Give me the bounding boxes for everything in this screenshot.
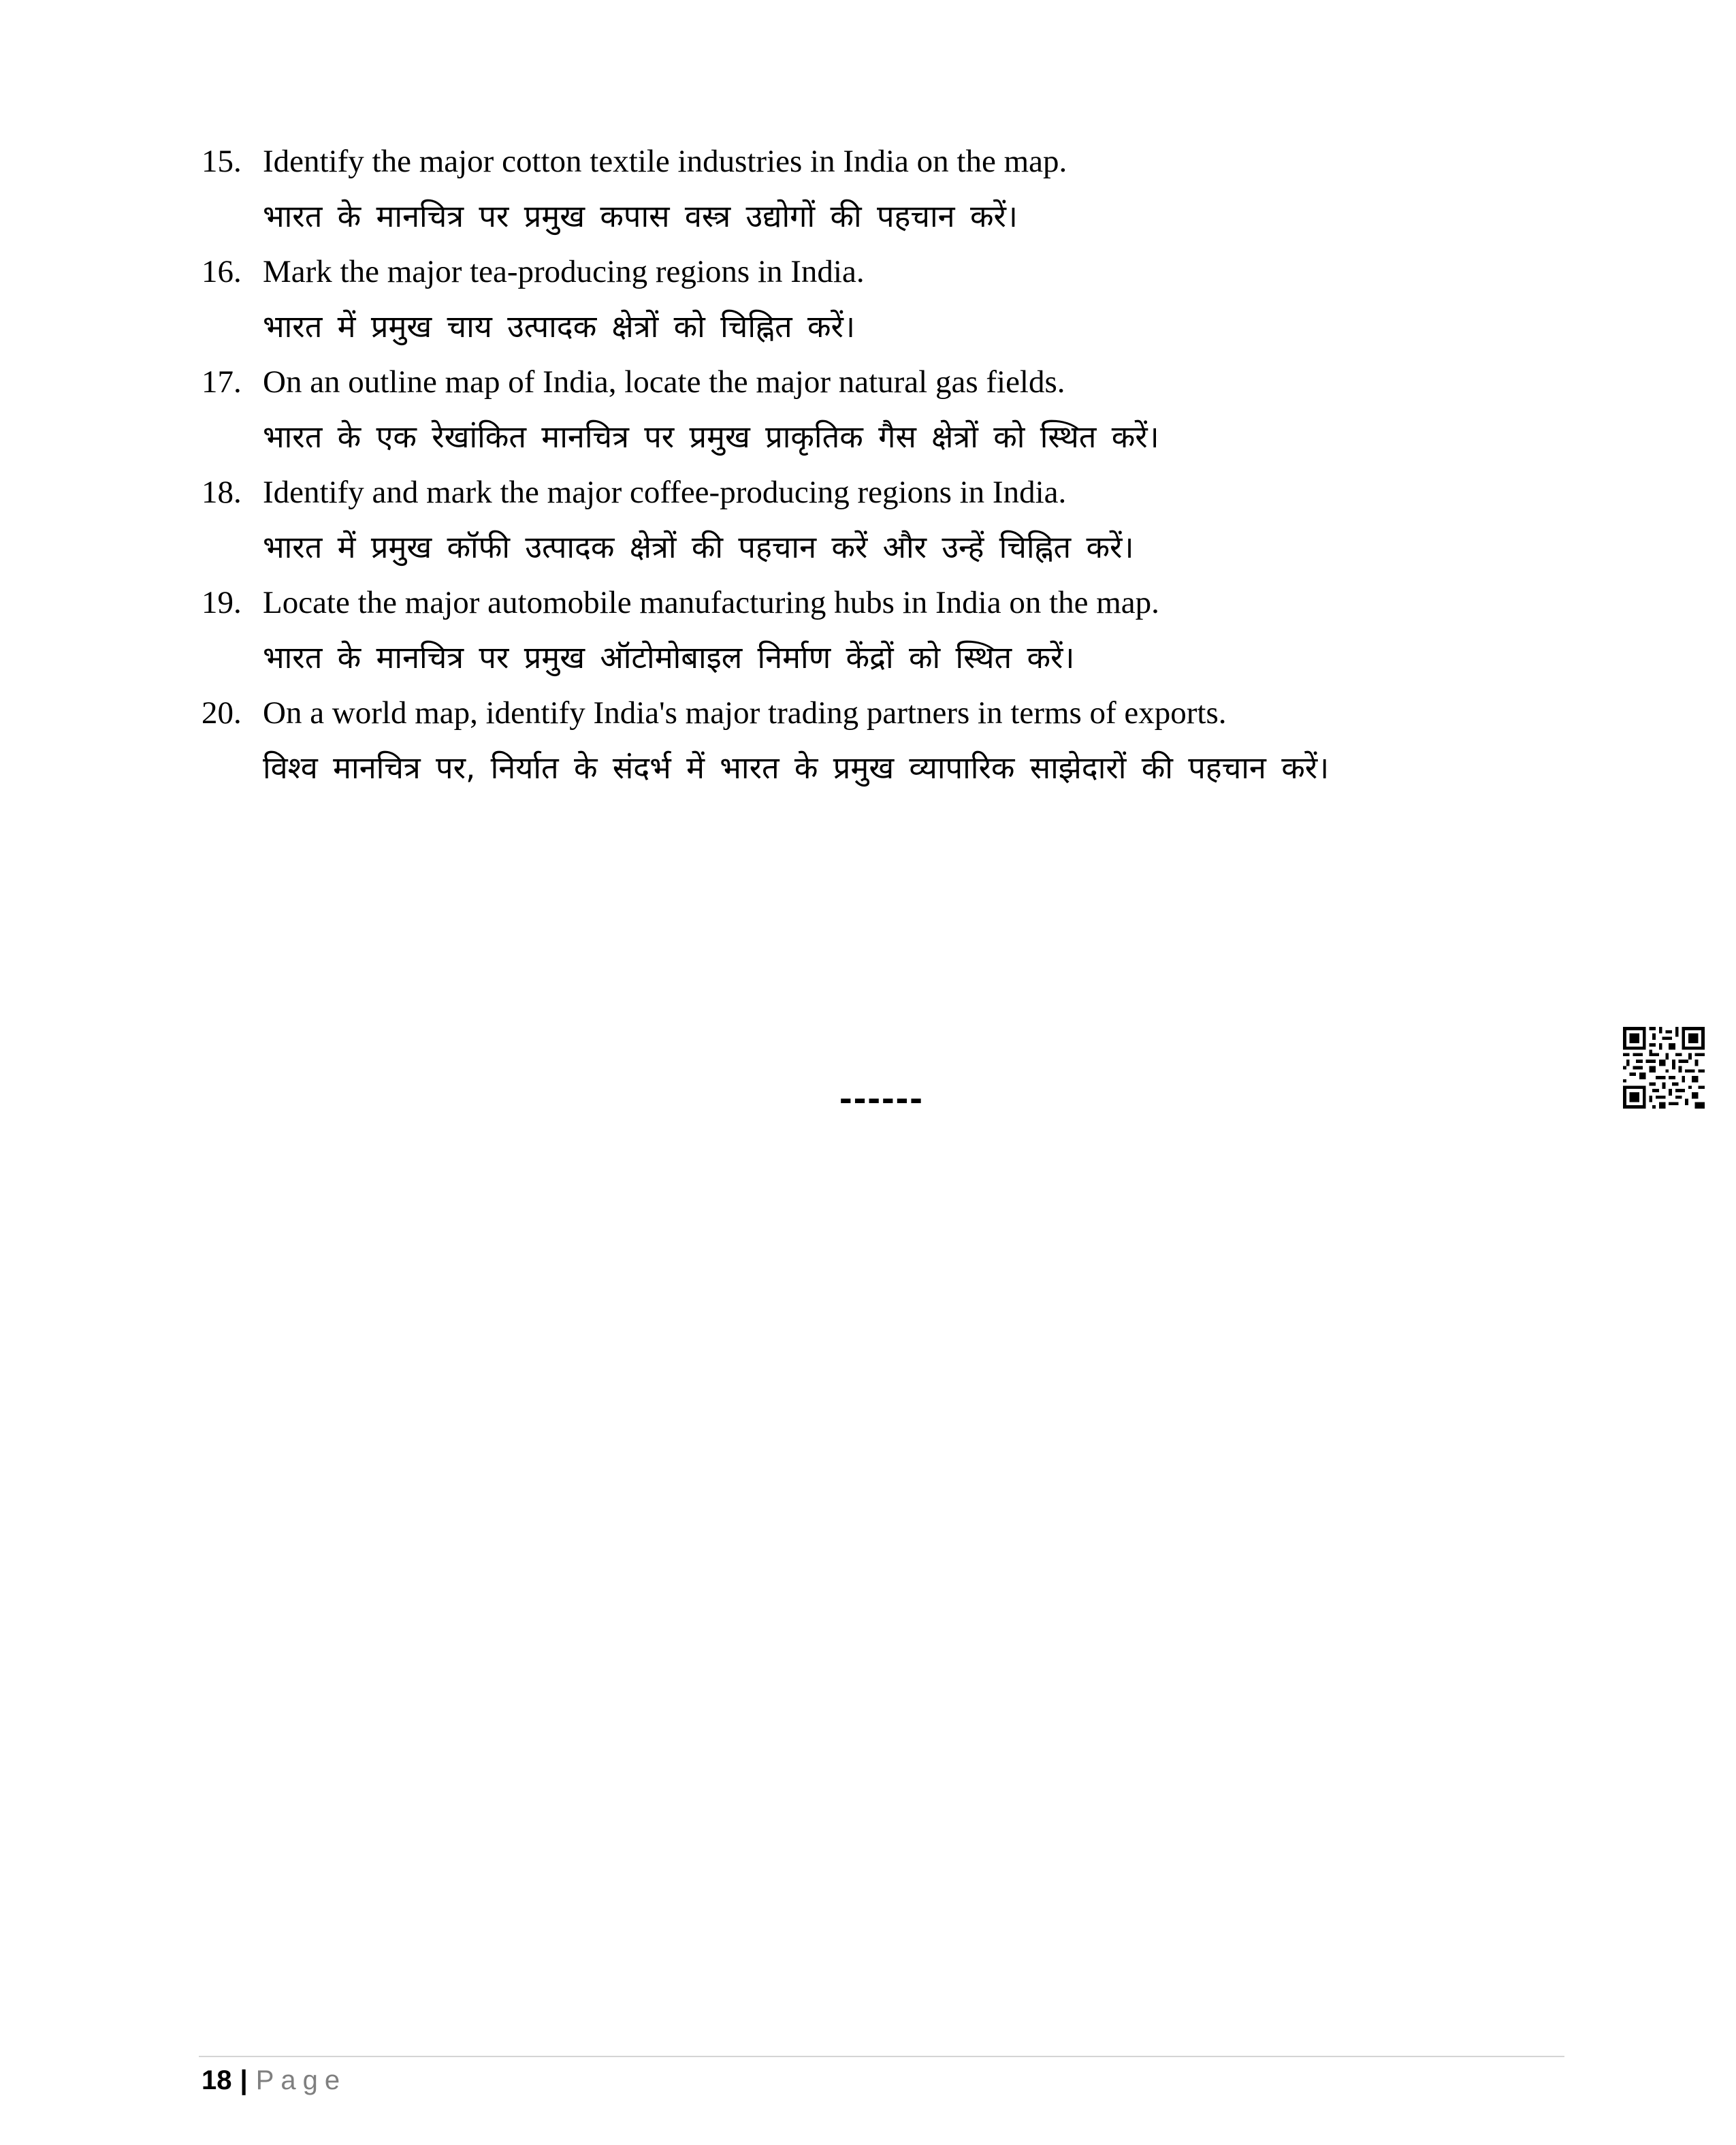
question-english: Mark the major tea-producing regions in India. xyxy=(263,254,865,289)
question-hindi: भारत के एक रेखांकित मानचित्र पर प्रमुख प्राकृतिक गैस क्षेत्रों को स्थित करें। xyxy=(263,419,1159,455)
page-label: Page xyxy=(255,2065,347,2095)
question-english: Identify the major cotton textile industries in India on the map. xyxy=(263,144,1067,179)
question-hindi: भारत के मानचित्र पर प्रमुख कपास वस्त्र उद्योगों की पहचान करें। xyxy=(263,198,1018,234)
question-hindi: भारत में प्रमुख चाय उत्पादक क्षेत्रों को चिह्नित करें। xyxy=(263,308,855,345)
question-number: 17. xyxy=(202,364,242,400)
question-list xyxy=(202,138,1590,799)
page-footer xyxy=(202,2063,347,2097)
question-hindi: विश्व मानचित्र पर, निर्यात के संदर्भ में भारत के प्रमुख व्यापारिक साझेदारों की पहचान करें। xyxy=(263,750,1330,786)
question-number: 15. xyxy=(202,144,242,179)
question-text xyxy=(263,689,1590,799)
page-number: 18 xyxy=(202,2065,232,2095)
question-text xyxy=(263,138,1590,248)
qr-code-icon xyxy=(1623,1027,1705,1109)
question-text xyxy=(263,358,1590,468)
question-item-18 xyxy=(202,468,1590,579)
question-item-17 xyxy=(202,358,1590,468)
question-english: On a world map, identify India's major trading partners in terms of exports. xyxy=(263,695,1227,731)
question-english: Identify and mark the major coffee-producing regions in India. xyxy=(263,475,1067,510)
question-number: 18. xyxy=(202,475,242,510)
question-text xyxy=(263,468,1590,579)
question-text xyxy=(263,248,1590,358)
question-number: 19. xyxy=(202,585,242,620)
question-item-15 xyxy=(202,138,1590,248)
question-text xyxy=(263,579,1590,689)
question-number: 16. xyxy=(202,254,242,289)
question-english: Locate the major automobile manufacturing hubs in India on the map. xyxy=(263,585,1159,620)
question-english: On an outline map of India, locate the major natural gas fields. xyxy=(263,364,1065,400)
footer-separator: | xyxy=(240,2065,248,2095)
end-of-section-marker: ------ xyxy=(839,1076,924,1119)
question-hindi: भारत में प्रमुख कॉफी उत्पादक क्षेत्रों की पहचान करें और उन्हें चिह्नित करें। xyxy=(263,529,1134,565)
question-item-16 xyxy=(202,248,1590,358)
question-item-19 xyxy=(202,579,1590,689)
question-hindi: भारत के मानचित्र पर प्रमुख ऑटोमोबाइल निर्माण केंद्रों को स्थित करें। xyxy=(263,639,1075,676)
footer-divider xyxy=(199,2056,1564,2057)
question-item-20 xyxy=(202,689,1590,799)
question-number: 20. xyxy=(202,695,242,731)
